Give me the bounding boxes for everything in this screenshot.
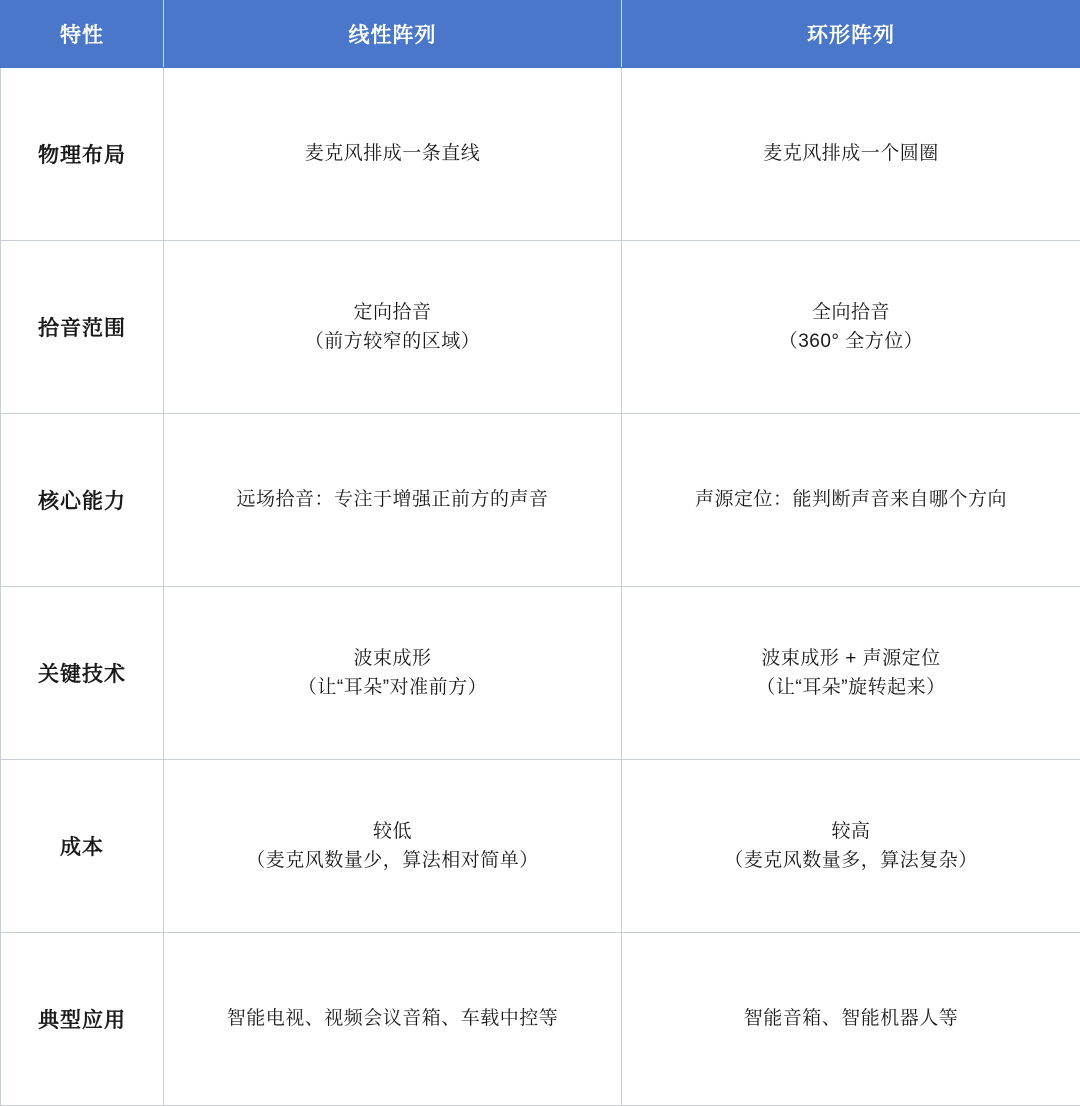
table-header-row	[1, 1, 1080, 68]
cell-circular-core-capability	[622, 414, 1080, 587]
column-header-circular-array: 环形阵列	[622, 1, 1080, 68]
table-row	[1, 587, 1080, 760]
cell-circular-cost	[622, 760, 1080, 933]
cell-linear-core-capability	[164, 414, 622, 587]
cell-circular-key-technology	[622, 587, 1080, 760]
cell-line: 声源定位：能判断声音来自哪个方向	[636, 485, 1066, 514]
cell-linear-physical-layout	[164, 68, 622, 241]
row-label-typical-applications: 典型应用	[1, 933, 164, 1106]
cell-line: 智能音箱、智能机器人等	[636, 1004, 1066, 1033]
cell-linear-typical-applications	[164, 933, 622, 1106]
cell-linear-key-technology	[164, 587, 622, 760]
cell-line: 较高	[636, 817, 1066, 846]
row-label-cost: 成本	[1, 760, 164, 933]
cell-linear-pickup-range	[164, 241, 622, 414]
cell-line: 麦克风排成一条直线	[178, 139, 607, 168]
column-header-linear-array: 线性阵列	[164, 1, 622, 68]
row-label-physical-layout: 物理布局	[1, 68, 164, 241]
cell-linear-cost	[164, 760, 622, 933]
cell-line: 定向拾音	[178, 298, 607, 327]
cell-line: （麦克风数量多，算法复杂）	[636, 846, 1066, 875]
table-header	[1, 1, 1080, 68]
cell-line: （让“耳朵”对准前方）	[178, 673, 607, 702]
table-row	[1, 68, 1080, 241]
cell-line: 麦克风排成一个圆圈	[636, 139, 1066, 168]
cell-line: 全向拾音	[636, 298, 1066, 327]
cell-line: 波束成形 + 声源定位	[636, 644, 1066, 673]
row-label-core-capability: 核心能力	[1, 414, 164, 587]
cell-circular-typical-applications	[622, 933, 1080, 1106]
table-row	[1, 760, 1080, 933]
cell-line: （让“耳朵”旋转起来）	[636, 673, 1066, 702]
cell-line: （麦克风数量少，算法相对简单）	[178, 846, 607, 875]
table-row	[1, 241, 1080, 414]
column-header-feature: 特性	[1, 1, 164, 68]
cell-circular-physical-layout	[622, 68, 1080, 241]
cell-line: （前方较窄的区域）	[178, 327, 607, 356]
cell-line: 较低	[178, 817, 607, 846]
table-body	[1, 68, 1080, 1106]
row-label-key-technology: 关键技术	[1, 587, 164, 760]
table-row	[1, 933, 1080, 1106]
row-label-pickup-range: 拾音范围	[1, 241, 164, 414]
cell-line: 波束成形	[178, 644, 607, 673]
table-row	[1, 414, 1080, 587]
cell-line: 远场拾音：专注于增强正前方的声音	[178, 485, 607, 514]
cell-circular-pickup-range	[622, 241, 1080, 414]
cell-line: 智能电视、视频会议音箱、车载中控等	[178, 1004, 607, 1033]
cell-line: （360° 全方位）	[636, 327, 1066, 356]
